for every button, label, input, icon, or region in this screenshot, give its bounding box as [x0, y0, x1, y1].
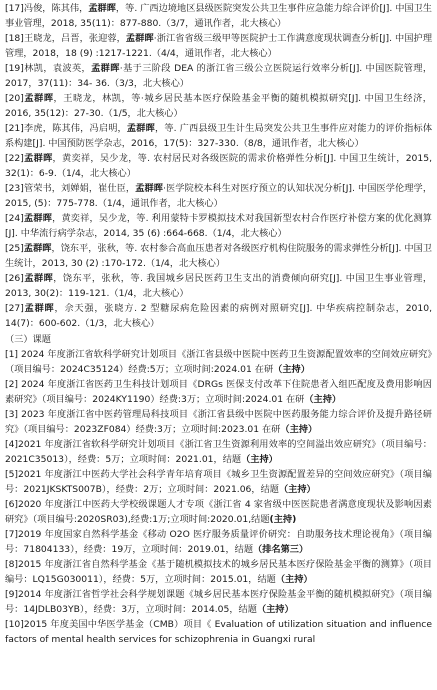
- entry-coauthors: 管荣书，刘婵娟，崔仕臣，: [23, 183, 136, 194]
- entry-author-highlight: 孟群晖: [88, 3, 116, 14]
- project-description: 2024 年度浙江省软科学研究计划项目《浙江省县级中医院中医药卫生资源配置效率的空间效应研究》（项目编号：2024C35124）经费:5万；立项时间:2024.01 在研: [5, 349, 432, 375]
- entry-ref: [24]: [5, 213, 24, 224]
- entry-coauthors: 李虎，陈其伟，冯启明，: [23, 123, 127, 134]
- project-description: 2024 年度浙江省医药卫生科技计划项目《DRGs 医保支付改革下住院患者入组匹配度及费用影响因素研究》（项目编号：2024KY1190）经费:3万；立项时间:2024.01 在研: [5, 379, 432, 405]
- entry-author-highlight: 孟群晖: [23, 93, 54, 104]
- entry-coauthors: 王晓龙，吕晋，张迎蓉，: [23, 33, 126, 44]
- project-entry: [5, 557, 432, 587]
- project-entry: [5, 587, 432, 617]
- project-description: 2023 年度浙江省中医药管理局科技项目《浙江省县级中医院中医药服务能力综合评价及提升路径研究》（项目编号：2023ZF084）经费:3万；立项时间:2023.01 在研: [5, 409, 432, 435]
- project-description: 2015 年度美国中华医学基金（CMB）项目《 Evaluation of utilization situation and influence factors of mental health services for schizophrenia in Guangxi rural: [5, 619, 432, 645]
- entry-citation: ，黄奕祥，吴少龙，等. 农村居民对各级医院的需求价格弹性分析[J]. 中国卫生统计，2015, 32(1)：6-9.（1/4，北大核心）: [5, 153, 432, 179]
- project-description: 2014 年度浙江省哲学社会科学规划课题《城乡居民基本医疗保险基金平衡的随机模拟研究》（项目编号：14JDLB03YB），经费：3万，立项时间：2014.05，结题: [5, 589, 432, 615]
- project-entry: [5, 437, 432, 467]
- entry-ref: [27]: [5, 303, 24, 314]
- project-entry: [5, 617, 432, 647]
- entry-ref: [19]: [5, 63, 24, 74]
- entry-author-highlight: 孟群晖: [23, 303, 55, 314]
- publication-entry: [5, 31, 432, 61]
- project-role: （排名第三）: [253, 544, 309, 555]
- publication-entry: [5, 1, 432, 31]
- entry-coauthors: 冯俊，陈其伟，: [23, 3, 89, 14]
- entry-citation: ，佘天强，张晓方. 2 型糖尿病危险因素的病例对照研究[J]. 中华疾病控制杂志，2010, 14(7)：600-602.（1/3，北大核心）: [5, 303, 432, 329]
- entry-ref: [26]: [5, 273, 24, 284]
- project-entry: [5, 407, 432, 437]
- entry-ref: [7]: [5, 529, 19, 540]
- entry-ref: [21]: [5, 123, 24, 134]
- entry-ref: [9]: [5, 589, 19, 600]
- publication-entry: [5, 181, 432, 211]
- entry-author-highlight: 孟群晖: [135, 183, 164, 194]
- project-role: （主持）: [280, 424, 318, 435]
- entry-citation: ，饶东平，张秋，等. 农村参合高血压患者对各级医疗机构住院服务的需求弹性分析[J]. 中国卫生统计，2013, 30 (2) :170-172.（1/4，北大核心）: [5, 243, 432, 269]
- publication-entry: [5, 211, 432, 241]
- project-role: （主持）: [275, 574, 313, 585]
- publication-list: [5, 1, 432, 331]
- entry-citation: ·基于三阶段 DEA 的浙江省三级公立医院运行效率分析[J]. 中国医院管理，2017，37(11)：34- 36.（3/3，北大核心）: [5, 63, 433, 89]
- entry-citation: ，黄奕祥，吴少龙，等. 利用蒙特卡罗模拟技术对我国新型农村合作医疗补偿方案的优化测算 [J]. 中华流行病学杂志，2014, 35 (6) :664-668.（1/4，北大核心）: [5, 213, 432, 239]
- project-description: 2019 年度国家自然科学基金《移动 O2O 医疗服务质量评价研究：自助服务技术理论视角》（项目编号：71804133），经费：19万，立项时间：2019.01，结题: [5, 529, 432, 555]
- entry-citation: ，王晓龙，林凯，等·城乡居民基本医疗保险基金平衡的随机模拟研究[J]. 中国卫生经济，2016, 35(12)：27-30.（1/5，北大核心）: [5, 93, 432, 119]
- project-role: （主持）: [241, 454, 278, 465]
- entry-citation: ，等. 广西县级卫生计生局突发公共卫生事件应对能力的评价指标体系构建[J]. 中国预防医学杂志，2016，17(5)：327-330.（8/8，通讯作者，北大核心）: [5, 123, 433, 149]
- entry-ref: [4]: [5, 439, 19, 450]
- project-description: 2021 年度浙江省软科学研究计划项目《浙江省卫生资源利用效率的空间溢出效应研究》（项目编号：2021C35013），经费：5万；立项时间：2021.01，结题: [5, 439, 432, 465]
- entry-ref: [6]: [5, 499, 19, 510]
- project-entry: [5, 467, 432, 497]
- publication-entry: [5, 271, 432, 301]
- entry-author-highlight: 孟群晖: [23, 153, 53, 164]
- project-entry: [5, 527, 432, 557]
- entry-ref: [23]: [5, 183, 24, 194]
- entry-ref: [1]: [5, 349, 19, 360]
- entry-ref: [22]: [5, 153, 24, 164]
- entry-ref: [25]: [5, 243, 24, 254]
- project-entry: [5, 347, 432, 377]
- entry-coauthors: 林凯，袁波英，: [23, 63, 92, 74]
- project-role: （主持）: [304, 394, 342, 405]
- entry-citation: ，饶东平，张秋，等. 我国城乡居民医药卫生支出的消费倾向研究[J]. 中国卫生事业管理，2013, 30(2)：119-121.（1/4，北大核心）: [5, 273, 433, 299]
- publication-entry: [5, 151, 432, 181]
- project-description: 2021 年度浙江中医药大学社会科学青年培育项目《城乡卫生资源配置差异的空间效应研究》（项目编号：2021JKSKTS007B），经费：2万；立项时间：2021.06，结题: [5, 469, 432, 495]
- entry-citation: ，等. 广西边境地区县级医院突发公共卫生事件应急能力综合评价[J]. 中国卫生事业管理，2018, 35(11)：877-880.（3/7，通讯作者，北大核心）: [5, 3, 432, 29]
- project-entry: [5, 377, 432, 407]
- entry-ref: [5]: [5, 469, 19, 480]
- project-role: （主持）: [256, 604, 294, 615]
- project-entry: [5, 497, 432, 527]
- entry-ref: [3]: [5, 409, 19, 420]
- project-role: （主持）: [278, 484, 316, 495]
- entry-author-highlight: 孟群晖: [126, 123, 155, 134]
- entry-author-highlight: 孟群晖: [23, 243, 52, 254]
- project-role: （主持）: [273, 364, 310, 375]
- publication-entry: [5, 301, 432, 331]
- project-description: 2020 年度浙江中医药大学校级课题人才专项《浙江省 4 家省级中医医院患者满意度现状及影响因素研究》（项目编号:2020SR03),经费:1万;立项时间:2020.01,结题: [5, 499, 432, 525]
- entry-ref: [10]: [5, 619, 24, 630]
- publication-entry: [5, 91, 432, 121]
- entry-ref: [8]: [5, 559, 19, 570]
- entry-ref: [18]: [5, 33, 24, 44]
- publication-entry: [5, 121, 432, 151]
- entry-ref: [20]: [5, 93, 24, 104]
- entry-ref: [2]: [5, 379, 19, 390]
- entry-citation: ·浙江省省级三级甲等医院护士工作满意度现状调查分析[J]. 中国护理管理，2018，18 (9) :1217-1221.（4/4，通讯作者，北大核心）: [5, 33, 433, 59]
- section-heading: （三）课题: [5, 334, 51, 345]
- entry-author-highlight: 孟群晖: [91, 63, 120, 74]
- entry-ref: [17]: [5, 3, 24, 14]
- project-list: [5, 347, 432, 647]
- entry-author-highlight: 孟群晖: [23, 273, 54, 284]
- project-description: 2015 年度浙江省自然科学基金《基于随机模拟技术的城乡居民基本医疗保险基金平衡的测算》（项目编号：LQ15G030011），经费：5万，立项时间：2015.01，结题: [5, 559, 432, 585]
- entry-citation: ·医学院校本科生对医疗预立的认知状况分析[J]. 中国医学伦理学，2015, (5)：775-778.（1/4，通讯作者，北大核心）: [5, 183, 433, 209]
- entry-author-highlight: 孟群晖: [125, 33, 154, 44]
- entry-author-highlight: 孟群晖: [23, 213, 53, 224]
- publication-entry: [5, 241, 432, 271]
- project-role: (主持): [269, 514, 297, 525]
- publication-entry: [5, 61, 432, 91]
